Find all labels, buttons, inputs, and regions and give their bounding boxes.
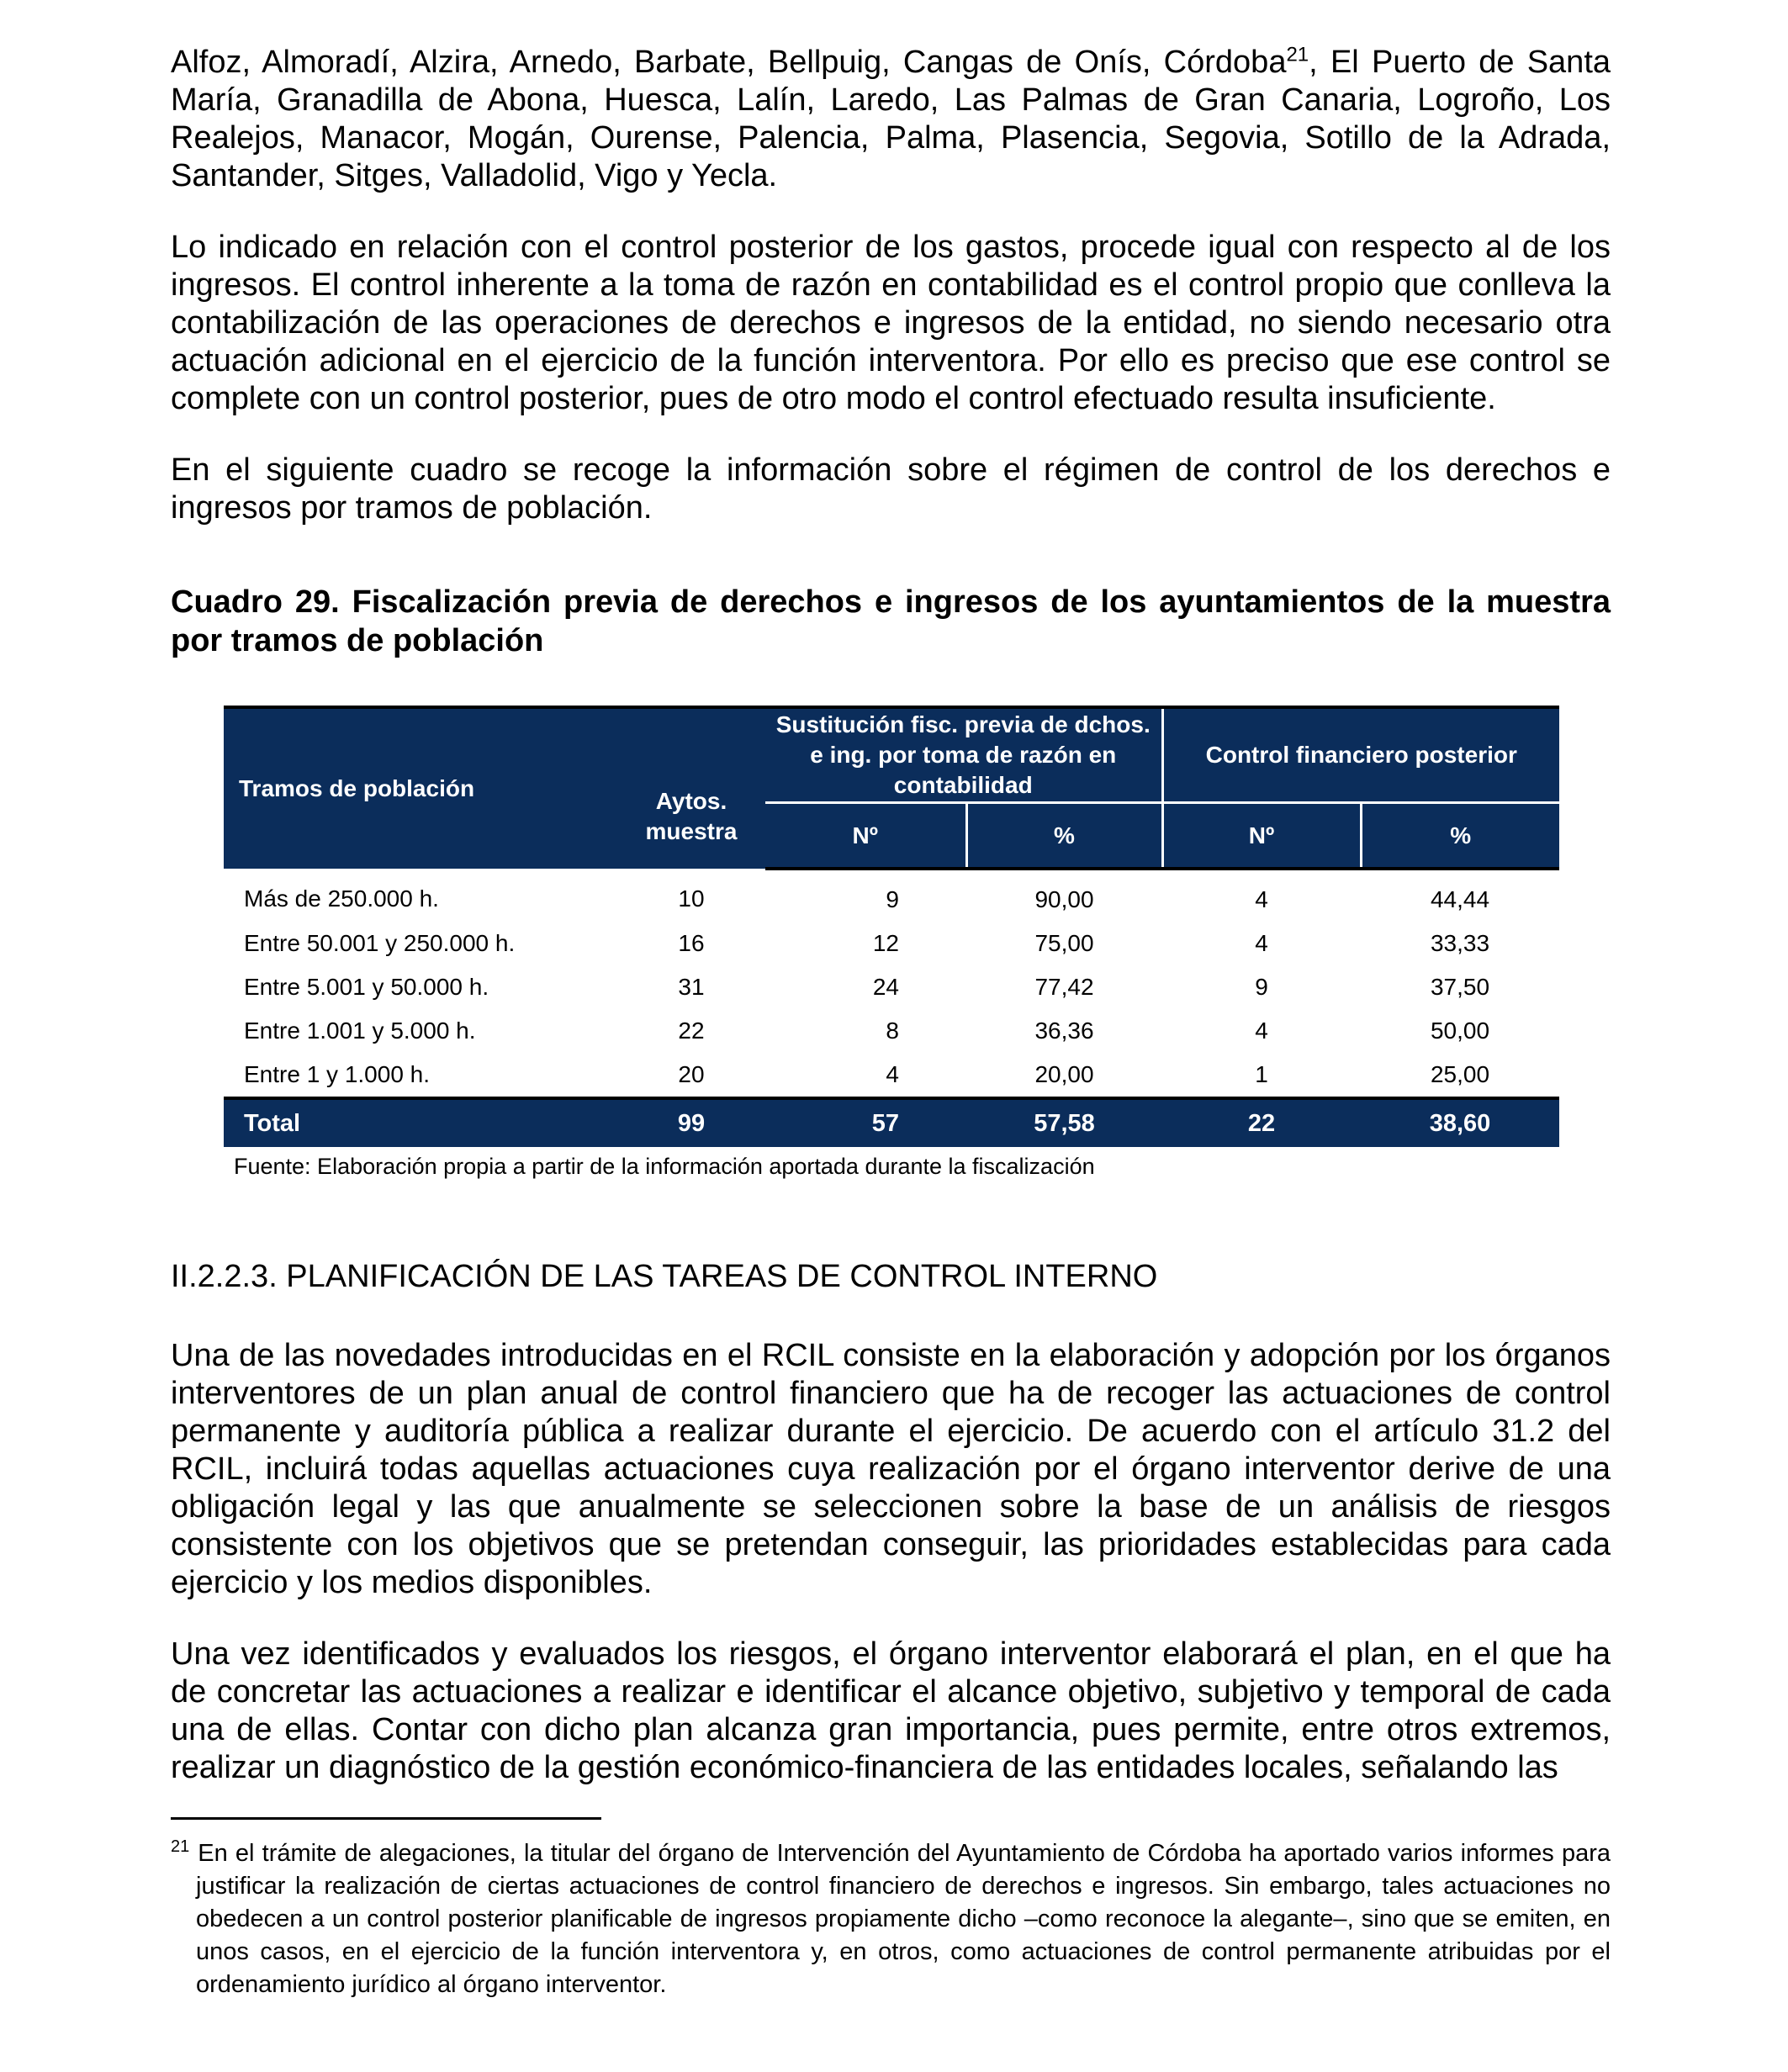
cell-n1: 12 xyxy=(872,930,899,956)
header-n1: Nº xyxy=(765,803,966,870)
header-p2: % xyxy=(1361,803,1559,870)
cell-p2: 50,00 xyxy=(1430,1018,1490,1044)
paragraph-municipalities-start: Alfoz, Almoradí, Alzira, Arnedo, Barbate, Bellpuig, Cangas de Onís, Córdoba xyxy=(171,45,1287,80)
total-n2: 22 xyxy=(1162,1098,1361,1147)
section-heading: II.2.2.3. PLANIFICACIÓN DE LAS TAREAS DE CONTROL INTERNO xyxy=(171,1259,1158,1294)
cell-p1: 20,00 xyxy=(1034,1061,1094,1087)
population-table xyxy=(224,706,1559,1147)
cell-n2: 4 xyxy=(1255,1018,1268,1044)
total-n1: 57 xyxy=(765,1098,966,1147)
cell-p2: 44,44 xyxy=(1430,886,1490,912)
cell-n1: 4 xyxy=(886,1061,899,1087)
header-group-financial-control: Control financiero posterior xyxy=(1162,707,1559,803)
cell-aytos: 16 xyxy=(678,930,705,956)
cell-tramo: Entre 50.001 y 250.000 h. xyxy=(244,930,516,956)
paragraph-municipalities xyxy=(171,44,1611,195)
cell-p1: 75,00 xyxy=(1034,930,1094,956)
table-row xyxy=(224,869,1559,922)
paragraph-annual-plan: Una de las novedades introducidas en el RCIL consiste en la elaboración y adopción por los órganos interventores de un plan anual de control financiero que ha de recoger las actuaciones de control permanente y auditoría pública a realizar durante el ejercicio. De acuerdo con el artículo 31.2 del RCIL, incluirá todas aquellas actuaciones cuya realización por el órgano interventor derive de una obligación legal y las que anualmente se seleccionen sobre la base de un análisis de riesgos consistente con los objetivos que se pretendan conseguir, las prioridades establecidas para cada ejercicio y los medios disponibles. xyxy=(171,1338,1611,1600)
total-label: Total xyxy=(224,1098,617,1147)
footnote-reference[interactable]: 21 xyxy=(1286,43,1309,66)
paragraph-municipalities-end: , El Puerto de Santa María, Granadilla de Abona, Huesca, Lalín, Laredo, Las Palmas de Gran Canaria, Logroño, Los Realejos, Manacor, Mogán, Ourense, Palencia, Palma, Plasencia, Segovia, Sotillo de la Adrada, Santander, Sitges, Valladolid, Vigo y Yecla. xyxy=(171,45,1611,193)
cell-p1: 36,36 xyxy=(1034,1018,1094,1044)
table-row xyxy=(224,1053,1559,1098)
header-p1: % xyxy=(966,803,1162,870)
cell-n1: 8 xyxy=(886,1018,899,1044)
cell-aytos: 31 xyxy=(678,974,705,1000)
table-container xyxy=(224,706,1559,1180)
paragraph-table-intro: En el siguiente cuadro se recoge la información sobre el régimen de control de los derechos e ingresos por tramos de población. xyxy=(171,452,1611,526)
cell-n1: 24 xyxy=(872,974,899,1000)
paragraph-income-control: Lo indicado en relación con el control posterior de los gastos, procede igual con respecto al de los ingresos. El control inherente a la toma de razón en contabilidad es el control propio que conlleva la contabilización de las operaciones de derechos e ingresos de la entidad, no siendo necesario otra actuación adicional en el ejercicio de la función interventora. Por ello es preciso que ese control se complete con un control posterior, pues de otro modo el control efectuado resulta insuficiente. xyxy=(171,230,1611,416)
cell-aytos: 20 xyxy=(678,1061,705,1087)
cell-tramo: Entre 5.001 y 50.000 h. xyxy=(244,974,489,1000)
cell-n1: 9 xyxy=(886,886,899,912)
table-row xyxy=(224,922,1559,965)
table-row xyxy=(224,965,1559,1009)
total-p2: 38,60 xyxy=(1361,1098,1559,1147)
total-aytos: 99 xyxy=(617,1098,765,1147)
header-tramos: Tramos de población xyxy=(224,707,617,869)
cell-tramo: Más de 250.000 h. xyxy=(244,885,439,912)
cell-p2: 37,50 xyxy=(1430,974,1490,1000)
table-caption: Cuadro 29. Fiscalización previa de derechos e ingresos de los ayuntamientos de la muestra por tramos de población xyxy=(171,584,1611,658)
header-group-substitution: Sustitución fisc. previa de dchos. e ing. por toma de razón en contabilidad xyxy=(765,707,1162,803)
cell-n2: 1 xyxy=(1255,1061,1268,1087)
cell-n2: 9 xyxy=(1255,974,1268,1000)
cell-aytos: 22 xyxy=(678,1018,705,1044)
footnote xyxy=(171,1837,1611,2001)
footnote-text: En el trámite de alegaciones, la titular del órgano de Intervención del Ayuntamiento de Córdoba ha aportado varios informes para justificar la realización de ciertas actuaciones de control financiero de derechos e ingresos. Sin embargo, tales actuaciones no obedecen a un control posterior planificable de ingresos propiamente dicho ‒como reconoce la alegante‒, sino que se emiten, en unos casos, en el ejercicio de la función interventora y, en otros, como actuaciones de control permanente atribuidas por el ordenamiento jurídico al órgano interventor. xyxy=(196,1840,1611,1998)
table-source: Fuente: Elaboración propia a partir de la información aportada durante la fiscalización xyxy=(234,1154,1095,1179)
footnote-divider xyxy=(171,1817,601,1820)
cell-n2: 4 xyxy=(1255,930,1268,956)
header-aytos: Aytos. muestra xyxy=(617,707,765,869)
cell-n2: 4 xyxy=(1255,886,1268,912)
cell-p2: 33,33 xyxy=(1430,930,1490,956)
cell-p1: 77,42 xyxy=(1034,974,1094,1000)
cell-tramo: Entre 1 y 1.000 h. xyxy=(244,1061,431,1087)
total-p1: 57,58 xyxy=(966,1098,1162,1147)
table-row xyxy=(224,1009,1559,1053)
footnote-number: 21 xyxy=(171,1837,190,1857)
cell-p2: 25,00 xyxy=(1430,1061,1490,1087)
document-page xyxy=(171,44,1611,1821)
cell-aytos: 10 xyxy=(678,885,705,912)
paragraph-risk-plan: Una vez identificados y evaluados los riesgos, el órgano interventor elaborará el plan, en el que ha de concretar las actuaciones a realizar e identificar el alcance objetivo, subjetivo y temporal de cada una de ellas. Contar con dicho plan alcanza gran importancia, pues permite, entre otros extremos, realizar un diagnóstico de la gestión económico-financiera de las entidades locales, señalando las xyxy=(171,1636,1611,1785)
cell-p1: 90,00 xyxy=(1034,886,1094,912)
total-row xyxy=(224,1098,1559,1147)
header-n2: Nº xyxy=(1162,803,1361,870)
cell-tramo: Entre 1.001 y 5.000 h. xyxy=(244,1018,476,1044)
